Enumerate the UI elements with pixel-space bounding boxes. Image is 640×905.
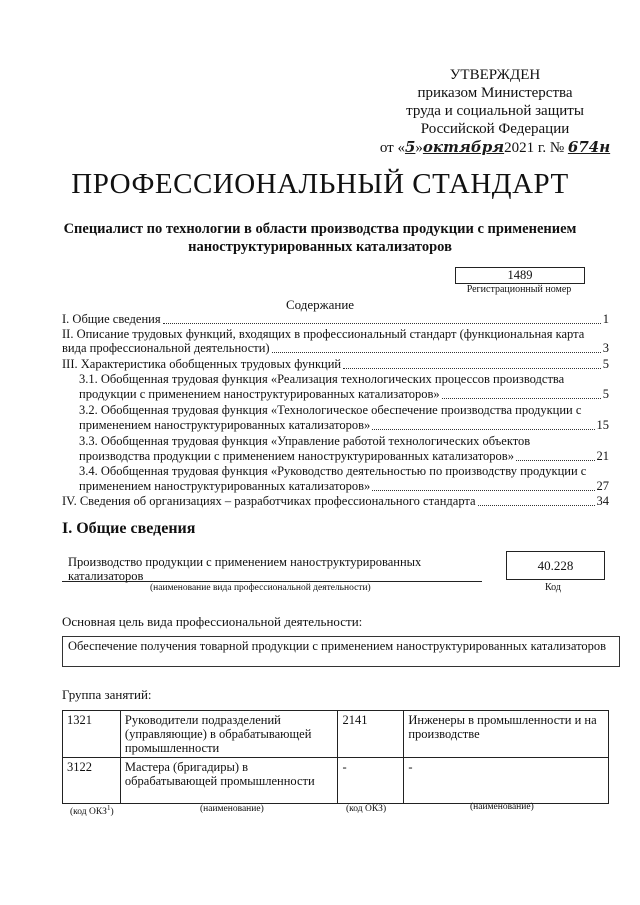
toc-item-text: применением наноструктурированных катализаторов» xyxy=(79,418,371,432)
toc-leader xyxy=(442,398,601,399)
toc-item-3-3[interactable] xyxy=(79,449,609,464)
goal-label: Основная цель вида профессиональной деятельности: xyxy=(62,614,363,629)
date-year: 2021 г. № xyxy=(504,140,565,156)
toc-item-text: применением наноструктурированных катализаторов» xyxy=(79,479,371,493)
footnote-marker[interactable]: 1 xyxy=(106,804,111,812)
okz-name-caption: (наименование) xyxy=(200,804,264,814)
toc-item-page: 3 xyxy=(602,341,609,355)
activity-code-box: 40.228 xyxy=(506,551,605,580)
okz-code-cell: 1321 xyxy=(63,711,121,758)
group-label: Группа занятий: xyxy=(62,687,152,702)
toc-title: Содержание xyxy=(285,297,355,312)
toc-item-3-2[interactable] xyxy=(79,418,609,433)
toc-item-text: IV. Сведения об организациях – разработчиках профессионального стандарта xyxy=(62,494,476,508)
okz-code2-caption: (код ОКЗ) xyxy=(346,804,387,814)
table-row xyxy=(63,711,609,758)
date-prefix: от « xyxy=(379,140,405,156)
okz-name-cell: - xyxy=(404,758,609,804)
toc-item-3-1-line1[interactable]: 3.1. Обобщенная трудовая функция «Реализация технологических процессов производства xyxy=(79,372,565,386)
toc-leader xyxy=(343,368,601,369)
toc-leader xyxy=(478,505,595,506)
approval-line-ministry: труда и социальной защиты xyxy=(406,103,584,119)
registration-caption: Регистрационный номер xyxy=(466,284,572,295)
toc-item-text: III. Характеристика обобщенных трудовых функций xyxy=(62,357,342,371)
approval-block xyxy=(365,66,625,157)
toc-item-3-1[interactable] xyxy=(79,387,609,402)
toc-leader xyxy=(272,352,601,353)
okz-code-caption xyxy=(70,804,114,817)
registration-number-box: 1489 xyxy=(455,267,585,284)
okz-name-cell: Руководители подразделений (управляющие) в обрабатывающей промышленности xyxy=(120,711,338,758)
toc-item-1[interactable] xyxy=(62,312,609,327)
okz-code-cell: 3122 xyxy=(63,758,121,804)
toc-item-3-4[interactable] xyxy=(79,479,609,494)
toc-leader xyxy=(163,323,601,324)
date-quote: » xyxy=(415,140,423,156)
section-heading: I. Общие сведения xyxy=(62,520,196,537)
toc-item-text: производства продукции с применением наноструктурированных катализаторов» xyxy=(79,449,514,463)
approval-line-country: Российской Федерации xyxy=(420,121,570,137)
toc-item-text: I. Общие сведения xyxy=(62,312,161,326)
toc-item-page: 27 xyxy=(596,479,609,493)
toc-leader xyxy=(372,490,594,491)
toc-item-text: продукции с применением наноструктурированных катализаторов» xyxy=(79,387,440,401)
activity-code-caption: Код xyxy=(545,582,561,593)
okz-code-caption-text: (код ОКЗ xyxy=(70,807,107,818)
activity-name xyxy=(68,555,488,583)
toc-leader xyxy=(516,460,595,461)
toc-item-page: 15 xyxy=(596,418,609,432)
document-title: ПРОФЕССИОНАЛЬНЫЙ СТАНДАРТ xyxy=(71,168,569,200)
occupation-group-table xyxy=(62,710,609,804)
okz-name-cell: Мастера (бригадиры) в обрабатывающей промышленности xyxy=(120,758,338,804)
toc-item-4[interactable] xyxy=(62,494,609,509)
okz-code-cell: 2141 xyxy=(338,711,404,758)
activity-underline xyxy=(62,581,482,582)
toc-item-3-4-line1[interactable]: 3.4. Обобщенная трудовая функция «Руководство деятельностью по производству продукции с xyxy=(79,464,587,478)
activity-name-line1: Производство продукции с применением наноструктурированных xyxy=(68,555,422,569)
order-number: 674н xyxy=(567,138,611,156)
toc-item-3[interactable] xyxy=(62,357,609,372)
okz-name-cell: Инженеры в промышленности и на производстве xyxy=(404,711,609,758)
table-row xyxy=(63,758,609,804)
toc-item-page: 5 xyxy=(602,357,609,371)
activity-caption: (наименование вида профессиональной деятельности) xyxy=(150,583,371,593)
toc-item-2[interactable] xyxy=(62,341,609,356)
toc-item-page: 1 xyxy=(602,312,609,326)
toc-item-2-line1[interactable]: II. Описание трудовых функций, входящих в профессиональный стандарт (функциональная карта xyxy=(62,327,585,341)
date-day: 5 xyxy=(404,138,416,156)
toc-leader xyxy=(372,429,594,430)
approval-date-line xyxy=(365,138,625,157)
toc-item-page: 5 xyxy=(602,387,609,401)
approval-title: УТВЕРЖДЕН xyxy=(449,67,541,83)
approval-line-order: приказом Министерства xyxy=(417,85,573,101)
document-subtitle: Специалист по технологии в области производства продукции с применением наноструктурированных катализаторов xyxy=(63,221,577,255)
activity-name-line2: катализаторов xyxy=(68,569,144,583)
toc-item-page: 34 xyxy=(596,494,609,508)
toc-item-page: 21 xyxy=(596,449,609,463)
okz-code-caption-close: ) xyxy=(110,807,114,818)
toc-item-3-2-line1[interactable]: 3.2. Обобщенная трудовая функция «Технологическое обеспечение производства продукции с xyxy=(79,403,582,417)
okz-name2-caption: (наименование) xyxy=(470,802,534,812)
okz-code-cell: - xyxy=(338,758,404,804)
goal-box: Обеспечение получения товарной продукции с применением наноструктурированных катализаторов xyxy=(62,636,620,667)
toc-item-text: вида профессиональной деятельности) xyxy=(62,341,270,355)
date-month: октября xyxy=(422,138,505,156)
toc-item-3-3-line1[interactable]: 3.3. Обобщенная трудовая функция «Управление работой технологических объектов xyxy=(79,434,531,448)
